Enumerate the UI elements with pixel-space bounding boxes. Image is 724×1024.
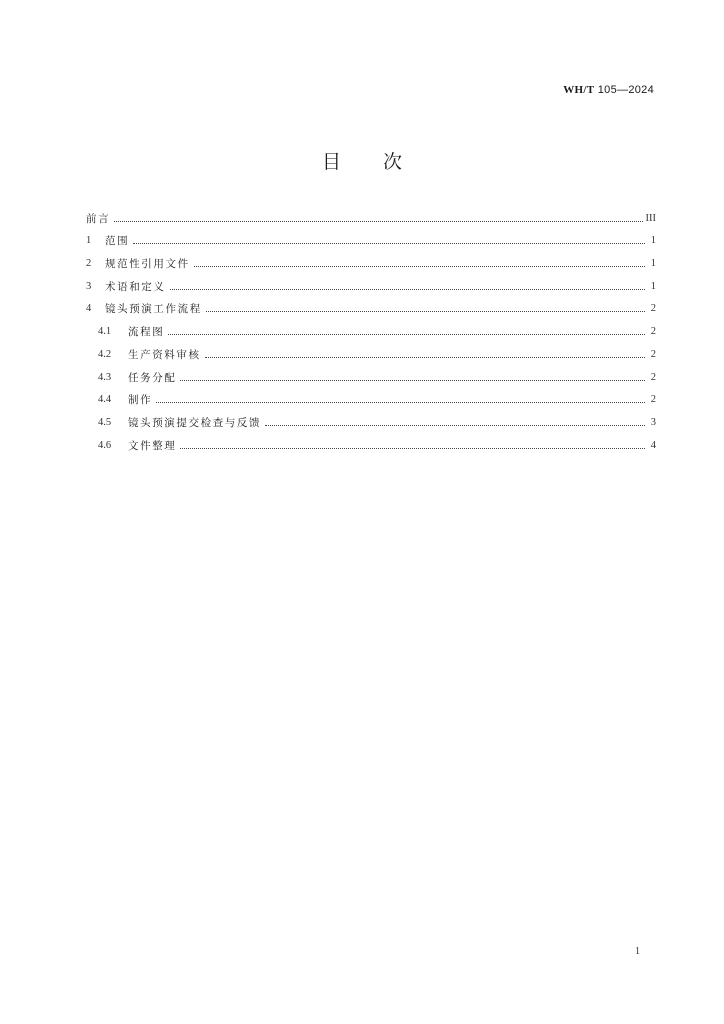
toc-entry-label: 任务分配 bbox=[128, 371, 177, 384]
toc-entry-page: 2 bbox=[650, 326, 656, 338]
toc-entry-page: III bbox=[645, 212, 656, 224]
toc-leader bbox=[206, 310, 645, 312]
toc-entry-4-6[interactable] bbox=[86, 430, 656, 453]
toc-entry-label: 生产资料审核 bbox=[128, 348, 201, 361]
toc-entry-page: 2 bbox=[650, 394, 656, 406]
standard-code-number: 105—2024 bbox=[597, 84, 654, 96]
toc-entry-label: 术语和定义 bbox=[105, 280, 166, 293]
toc-entry-page: 2 bbox=[650, 303, 656, 315]
toc-leader bbox=[180, 447, 645, 449]
toc-entry-label: 镜头预演提交检查与反馈 bbox=[128, 416, 262, 429]
toc-entry-page: 1 bbox=[650, 280, 656, 292]
toc-entry-foreword[interactable] bbox=[86, 203, 656, 226]
toc-entry-1[interactable] bbox=[86, 226, 656, 249]
toc-entry-number: 4.4 bbox=[98, 394, 112, 406]
toc-leader bbox=[170, 288, 646, 290]
toc-entry-label: 前言 bbox=[86, 212, 111, 225]
toc-entry-label: 镜头预演工作流程 bbox=[105, 303, 202, 316]
toc-entry-number: 4.2 bbox=[98, 348, 112, 360]
toc-entry-number: 1 bbox=[86, 235, 92, 247]
toc-entry-2[interactable] bbox=[86, 248, 656, 271]
toc-entry-page: 3 bbox=[650, 416, 656, 428]
standard-code bbox=[563, 84, 654, 96]
toc-entry-number: 3 bbox=[86, 280, 92, 292]
toc-entry-label: 规范性引用文件 bbox=[105, 258, 190, 271]
toc-entry-label: 范围 bbox=[105, 235, 130, 248]
toc-entry-3[interactable] bbox=[86, 271, 656, 294]
toc-entry-number: 4.5 bbox=[98, 416, 112, 428]
toc-leader bbox=[180, 379, 645, 381]
standard-code-prefix: WH/T bbox=[563, 84, 595, 96]
toc-entry-label: 文件整理 bbox=[128, 439, 177, 452]
toc-leader bbox=[265, 424, 645, 426]
page-title-char-2: 次 bbox=[383, 151, 403, 173]
toc-entry-4-3[interactable] bbox=[86, 362, 656, 385]
toc-entry-label: 流程图 bbox=[128, 326, 165, 339]
toc-leader bbox=[156, 401, 645, 403]
toc-entry-4-4[interactable] bbox=[86, 385, 656, 408]
toc-entry-page: 1 bbox=[650, 235, 656, 247]
toc-entry-page: 2 bbox=[650, 348, 656, 360]
toc-leader bbox=[114, 220, 642, 222]
page-number: 1 bbox=[635, 946, 640, 957]
toc-entry-number: 2 bbox=[86, 258, 92, 270]
toc-entry-page: 2 bbox=[650, 371, 656, 383]
toc-entry-number: 4 bbox=[86, 303, 92, 315]
toc-entry-4-5[interactable] bbox=[86, 407, 656, 430]
toc-entry-4-2[interactable] bbox=[86, 339, 656, 362]
toc-leader bbox=[205, 356, 645, 358]
toc-leader bbox=[168, 333, 645, 335]
toc-leader bbox=[194, 265, 645, 267]
toc-entry-number: 4.6 bbox=[98, 439, 112, 451]
toc-entry-number: 4.1 bbox=[98, 326, 112, 338]
toc-entry-4-1[interactable] bbox=[86, 316, 656, 339]
page-title bbox=[0, 147, 724, 174]
toc-entry-page: 4 bbox=[650, 439, 656, 451]
toc-entry-label: 制作 bbox=[128, 394, 153, 407]
toc-entry-page: 1 bbox=[650, 258, 656, 270]
table-of-contents bbox=[86, 203, 656, 453]
toc-entry-4[interactable] bbox=[86, 294, 656, 317]
toc-leader bbox=[133, 242, 645, 244]
toc-entry-number: 4.3 bbox=[98, 371, 112, 383]
page-title-char-1: 目 bbox=[321, 151, 341, 173]
